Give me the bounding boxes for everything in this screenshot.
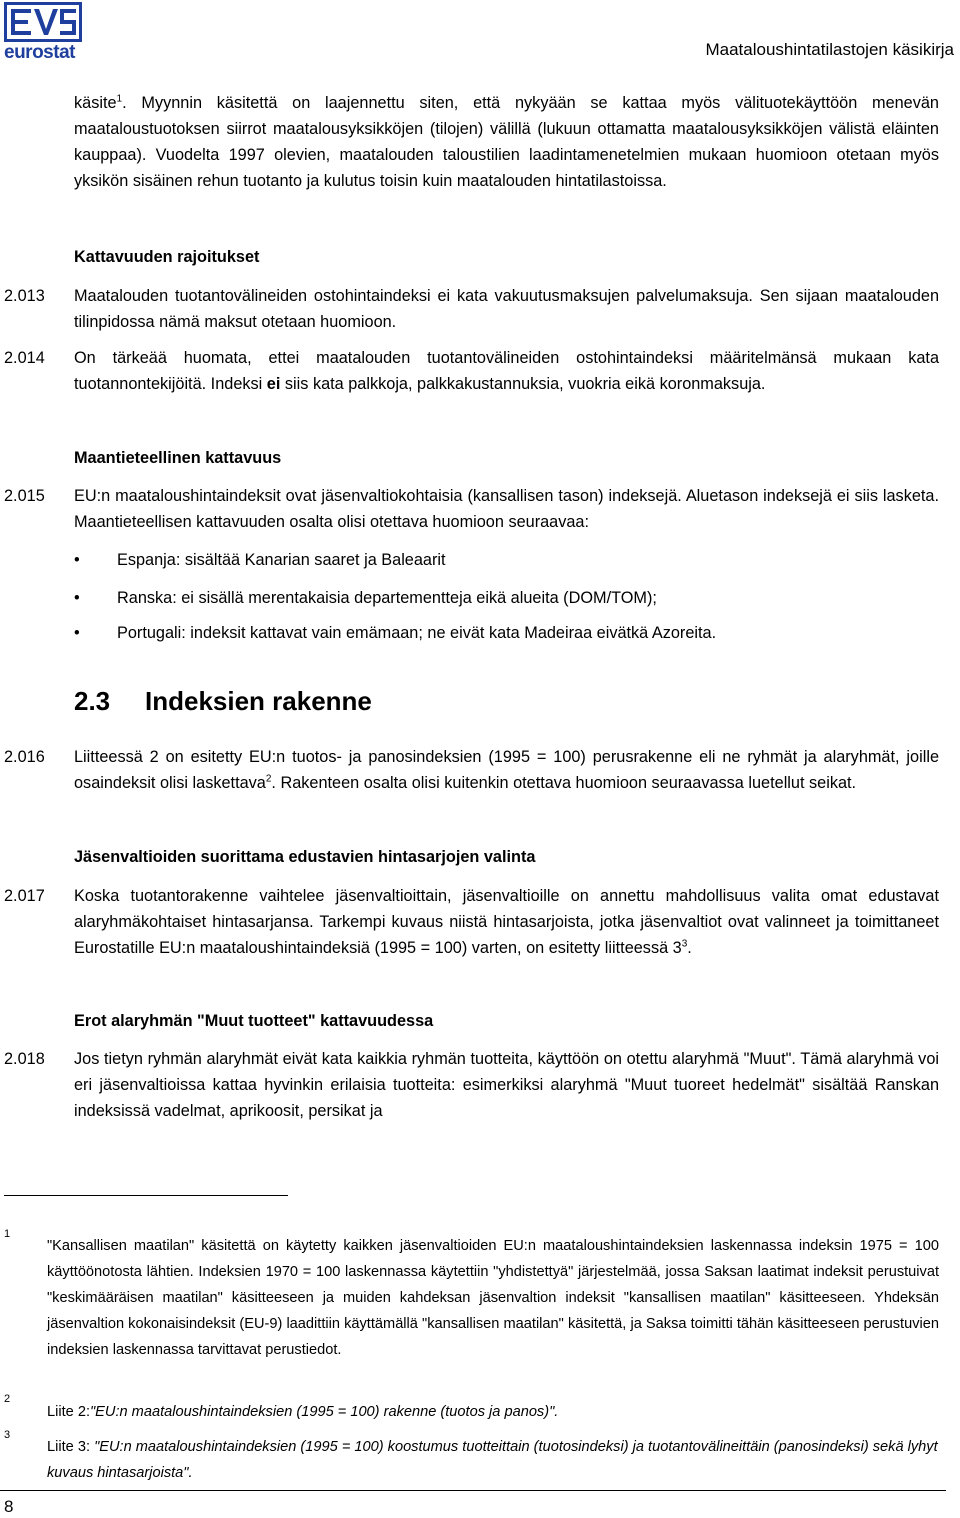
footnote-number: 2 (4, 1393, 11, 1405)
footnote-number: 1 (4, 1228, 11, 1240)
logo-mark-icon (4, 2, 82, 42)
emphasis-ei: ei (266, 375, 281, 393)
footnote-number: 3 (4, 1429, 11, 1441)
paragraph-2018: Jos tietyn ryhmän alaryhmät eivät kata kaikkia ryhmän tuotteita, käyttöön on otettu alaryhmä "Muut". Tämä alaryhmä voi eri jäsenvaltioissa kattaa hyvinkin erilaisia tuotteita: esimerkiksi alaryhmä "Muut tuoreet hedelmät" sisältää Ranskan indeksissä vadelmat, aprikoosit, persikat ja (74, 1050, 939, 1120)
footnote-1: "Kansallisen maatilan" käsitettä on käytetty kaikken jäsenvaltioiden EU:n maataloushintaindeksien laskennassa indeksin 1975 = 100 käyttöönotosta lähtien. Indeksien 1970 = 100 laskennassa käytettiin "yhdistettyä" järjestelmää, jossa Saksan laatimat indeksit perustuivat "keskimääräisen maatilan" käsitteeseen ja muiden kahdeksan jäsenvaltion indeksit "kansallisen maatilan" käsitteeseen. Yhdeksän jäsenvaltion kokonaisindeksit (EU-9) laadittiin käyttämällä "kansallisen maatilan" käsitettä, ja Saksa toimitti tähän käsitteeseen perustuvien indeksien laskennassa tarvittavat perustiedot. (47, 1238, 939, 1358)
page-number: 8 (4, 1497, 14, 1516)
intro-paragraph (74, 90, 939, 194)
paragraph-number: 2.014 (4, 349, 45, 367)
list-item: Ranska: ei sisällä merentakaisia departementteja eikä alueita (DOM/TOM); (117, 589, 657, 607)
heading-series-selection: Jäsenvaltioiden suorittama edustavien hintasarjojen valinta (74, 848, 536, 866)
paragraph-2016: Liitteessä 2 on esitetty EU:n tuotos- ja panosindeksien (1995 = 100) perusrakenne eli ne ryhmät ja alaryhmät, joille osaindeksit olisi laskettava$^2$. Rakenteen osalta olisi kuitenkin otettava huomioon seuraavassa luetellut seikat. (74, 748, 939, 792)
paragraph-number: 2.017 (4, 887, 45, 905)
list-item: Espanja: sisältää Kanarian saaret ja Baleaarit (117, 551, 446, 569)
heading-other-products: Erot alaryhmän "Muut tuotteet" kattavuudessa (74, 1012, 434, 1030)
paragraph-2017: Koska tuotantorakenne vaihtelee jäsenvaltioittain, jäsenvaltioille on annettu mahdollisuus valita omat edustavat alaryhmäkohtaiset hintasarjansa. Tarkempi kuvaus niistä hintasarjoista, jotka jäsenvaltiot ovat valinneet ja toimittaneet Eurostatille EU:n maataloushintaindeksiä (1995 = 100) varten, on esitetty liitteessä $3^3$. (74, 887, 939, 957)
paragraph-2013: Maatalouden tuotantovälineiden ostohintaindeksi ei kata vakuutusmaksujen palvelumaksuja. Sen sijaan maatalouden tilinpidossa nämä maksut otetaan huomioon. (74, 287, 939, 331)
footnote-ref-1[interactable]: 1 (116, 93, 123, 105)
document-title: Maataloushintatilastojen käsikirja (705, 40, 954, 59)
bullet-icon: • (74, 551, 80, 569)
list-item: Portugali: indeksit kattavat vain emämaan; ne eivät kata Madeiraa eivätkä Azoreita. (117, 624, 717, 642)
eurostat-logo (4, 2, 82, 62)
section-number: 2.3 (74, 686, 111, 716)
bullet-icon: • (74, 624, 80, 642)
paragraph-2015: EU:n maataloushintaindeksit ovat jäsenvaltiokohtaisia (kansallisen tason) indeksejä. Aluetason indeksejä ei siis lasketa. Maantieteellisen kattavuuden osalta olisi otettava huomioon seuraavaa: (74, 487, 939, 531)
footer-rule (0, 1490, 946, 1491)
paragraph-number: 2.015 (4, 487, 45, 505)
heading-coverage-limits: Kattavuuden rajoitukset (74, 248, 260, 266)
section-title: Indeksien rakenne (145, 686, 372, 716)
footnote-separator (4, 1195, 288, 1196)
paragraph-number: 2.018 (4, 1050, 45, 1068)
bullet-icon: • (74, 589, 80, 607)
footnote-ref-3[interactable]: 3 (681, 938, 688, 950)
paragraph-2014: On tärkeää huomata, ettei maatalouden tuotantovälineiden ostohintaindeksi määritelmänsä mukaan kata tuotannontekijöitä. Indeksi ei siis kata palkkoja, palkkakustannuksia, vuokria eikä koronmaksuja. (74, 349, 939, 393)
intro-text-b: . Myynnin käsitettä on laajennettu siten, että nykyään se kattaa myös välituotekäyttöön menevän maataloustuotoksen siirrot maatalousyksikköjen (tilojen) välillä (lukuun ottamatta maatalousyksikköjen välistä eläinten kauppaa). Vuodelta 1997 olevien, maatalouden taloustilien laadintamenetelmien mukaan huomioon otetaan myös yksikön sisäinen rehun tuotanto ja kulutus toisin kuin maatalouden hintatilastoissa. (74, 94, 939, 190)
paragraph-number: 2.016 (4, 748, 45, 766)
paragraph-number: 2.013 (4, 287, 45, 305)
logo-wordmark: eurostat (4, 42, 75, 63)
footnote-2: Liite 2:"EU:n maataloushintaindeksien (1995 = 100) rakenne (tuotos ja panos)". (47, 1404, 559, 1420)
intro-text-a: käsite (74, 94, 117, 112)
heading-geo-coverage: Maantieteellinen kattavuus (74, 449, 282, 467)
footnote-3: Liite 3: "EU:n maataloushintaindeksien (1995 = 100) koostumus tuotteittain (tuotosindeksi) ja tuotantovälineittäin (panosindeksi) sekä lyhyt kuvaus hintasarjoista". (47, 1439, 938, 1481)
footnote-ref-2[interactable]: 2 (265, 773, 272, 785)
